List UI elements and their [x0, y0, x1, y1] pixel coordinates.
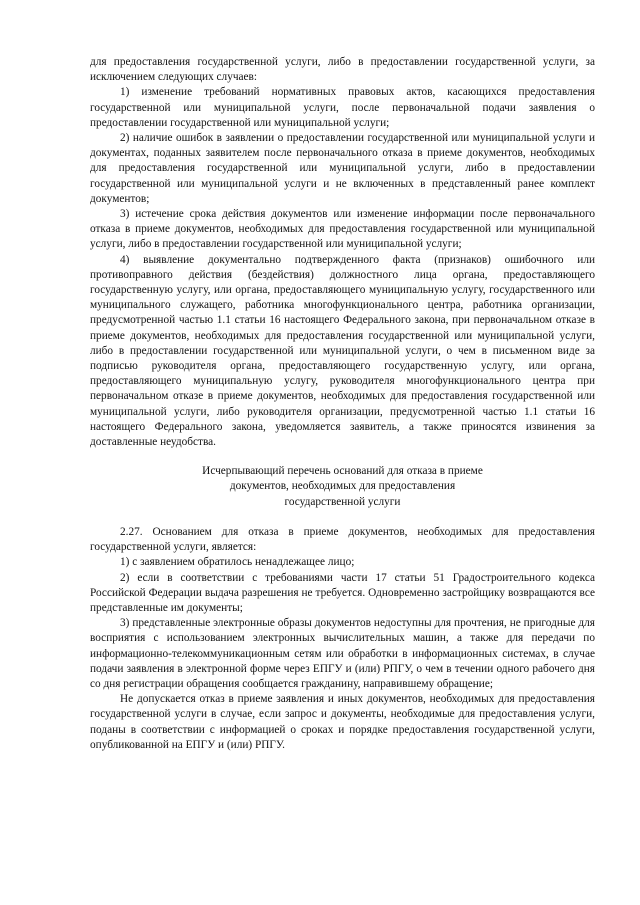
clause-2-27: 2.27. Основанием для отказа в приеме документов, необходимых для предоставления государственной услуги, является:	[90, 525, 595, 554]
list-item-1: 1) изменение требований нормативных правовых актов, касающихся предоставления государственной или муниципальной услуги, после первоначальной подачи заявления о предоставлении государственной или муниципальной услуги;	[90, 86, 595, 129]
heading-line-2: документов, необходимых для предоставления	[229, 480, 456, 493]
ground-1: 1) с заявлением обратилось ненадлежащее лицо;	[120, 556, 355, 569]
ground-3: 3) представленные электронные образы документов недоступны для прочтения, не пригодные для восприятия с использованием электронных вычислительных машин, а также для передачи по информационно-телекоммуникационным сетям или обработки в информационных системах, в случае подачи заявления в электронной форме через ЕПГУ и (или) РПГУ, о чем в течении одного рабочего дня со дня регистрации обращения сообщается гражданину, направившему обращение;	[90, 617, 595, 690]
ground-2: 2) если в соответствии с требованиями части 17 статьи 51 Градостроительного кодекса Российской Федерации выдача разрешения не требуется. Одновременно застройщику возвращаются все представленные им документы;	[90, 571, 595, 614]
document-body	[90, 55, 595, 753]
list-item-2: 2) наличие ошибок в заявлении о предоставлении государственной или муниципальной услуги и документах, поданных заявителем после первоначального отказа в приеме документов, необходимых для предоставления государственной или муниципальной услуги, либо в предоставлении государственной или муниципальной услуги и не включенных в представленный ранее комплект документов;	[90, 132, 595, 205]
heading-line-3: государственной услуги	[284, 495, 401, 508]
closing-paragraph: Не допускается отказ в приеме заявления и иных документов, необходимых для предоставления государственной услуги в случае, если запрос и документы, необходимые для предоставления услуги, поданы в соответствии с информацией о сроках и порядке предоставления государственной услуги, опубликованной на ЕПГУ и (или) РПГУ.	[90, 693, 595, 751]
section-heading	[90, 464, 595, 510]
list-item-3: 3) истечение срока действия документов или изменение информации после первоначального отказа в приеме документов, необходимых для предоставления государственной или муниципальной услуги, либо в предоставлении государственной или муниципальной услуги;	[90, 208, 595, 251]
list-item-4: 4) выявление документально подтвержденного факта (признаков) ошибочного или противоправного действия (бездействия) должностного лица органа, предоставляющего государственную услугу, или органа, предоставляющего муниципальную услугу, государственного или муниципального служащего, работника многофункционального центра, работника организации, предусмотренной частью 1.1 статьи 16 настоящего Федерального закона, при первоначальном отказе в приеме документов, необходимых для предоставления государственной или муниципальной услуги, либо в предоставлении государственной или муниципальной услуги, о чем в письменном виде за подписью руководителя органа, предоставляющего государственную услугу, или органа, предоставляющего муниципальную услугу, руководителя многофункционального центра при первоначальном отказе в приеме документов, необходимых для предоставления государственной или муниципальной услуги, либо руководителя организации, предусмотренной частью 1.1 статьи 16 настоящего Федерального закона, уведомляется заявитель, а также приносятся извинения за доставленные неудобства.	[90, 253, 595, 449]
heading-line-1: Исчерпывающий перечень оснований для отказа в приеме	[202, 465, 483, 478]
paragraph-continuation: для предоставления государственной услуги, либо в предоставлении государственной услуги, за исключением следующих случаев:	[90, 56, 595, 84]
